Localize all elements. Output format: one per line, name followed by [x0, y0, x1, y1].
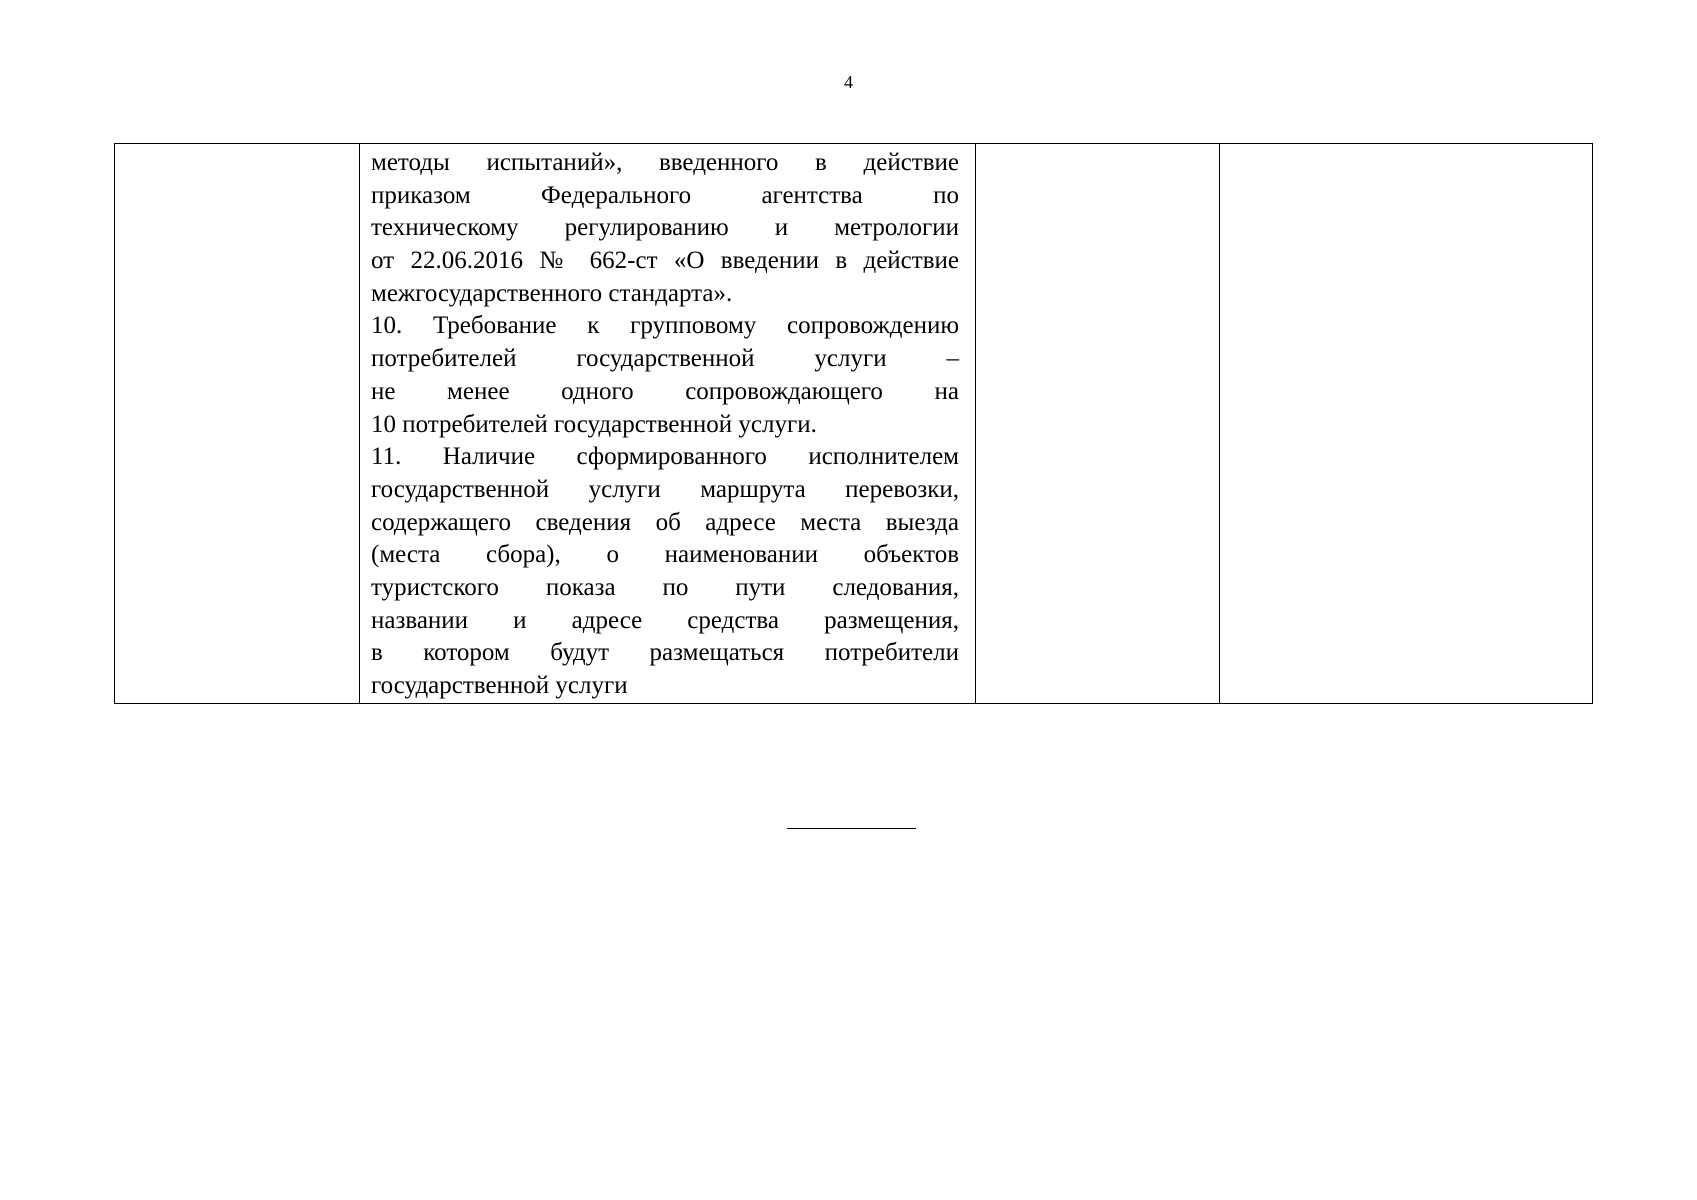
text-line: в котором будут размещаться потребители	[371, 639, 959, 667]
text-line: государственной услуги маршрута перевозки,	[371, 475, 959, 503]
table-row	[115, 144, 1593, 704]
page-number: 4	[844, 72, 853, 92]
text-line: 10. Требование к групповому сопровождению	[371, 312, 959, 340]
text-line: содержащего сведения об адресе места выезда	[371, 508, 959, 536]
text-line: государственной услуги	[371, 672, 628, 699]
text-line: не менее одного сопровождающего на	[371, 377, 959, 405]
table-cell-empty-4	[1220, 144, 1593, 704]
text-line: (места сбора), о наименовании объектов	[371, 541, 959, 569]
text-line: названии и адресе средства размещения,	[371, 606, 959, 634]
requirements-text	[360, 144, 975, 703]
text-line: туристского показа по пути следования,	[371, 573, 959, 601]
text-line: 10 потребителей государственной услуги.	[371, 410, 817, 438]
table-cell-requirements	[360, 144, 976, 704]
text-line: межгосударственного стандарта».	[371, 279, 733, 307]
text-line: приказом Федерального агентства по	[371, 181, 959, 209]
end-of-document-rule	[787, 828, 916, 829]
text-line: методы испытаний», введенного в действие	[371, 149, 959, 176]
requirements-table	[114, 143, 1593, 704]
text-line: 11. Наличие сформированного исполнителем	[371, 443, 959, 471]
table-cell-empty-3	[976, 144, 1220, 704]
table-cell-empty-1	[115, 144, 360, 704]
text-line: потребителей государственной услуги –	[371, 345, 959, 373]
text-line: от 22.06.2016 № 662-ст «О введении в действие	[371, 247, 959, 275]
text-line: техническому регулированию и метрологии	[371, 214, 959, 242]
